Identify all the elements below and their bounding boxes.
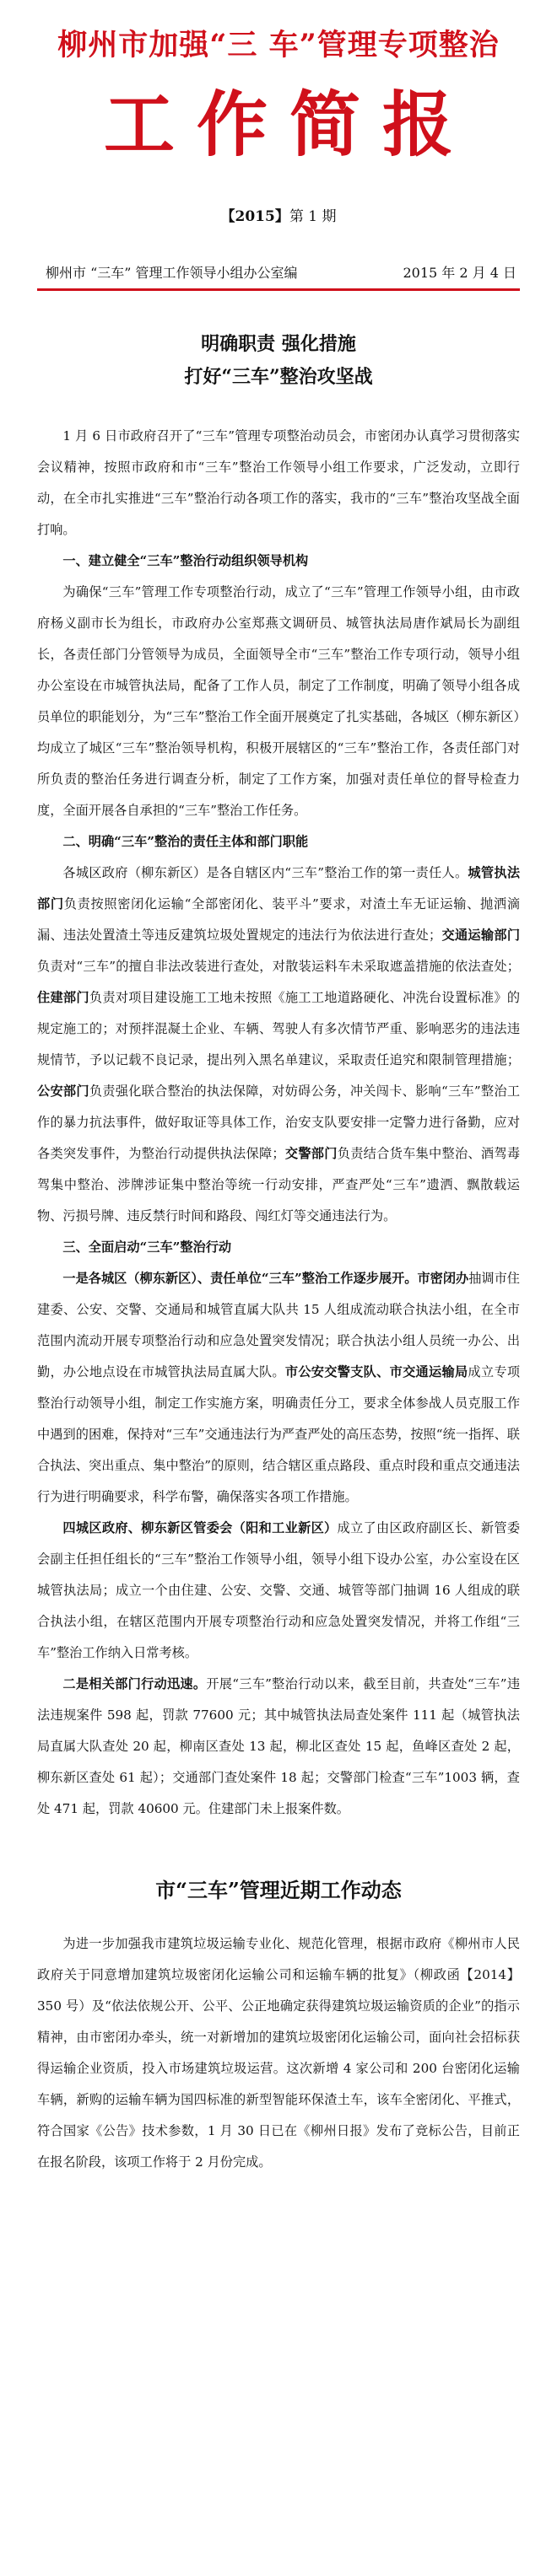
publisher-row (37, 262, 520, 291)
masthead-title: 工作简报 (103, 83, 475, 166)
section-heading: 二、明确“三车”整治的责任主体和部门职能 (62, 834, 309, 849)
news-section-title: 市“三车”管理近期工作动态 (155, 1878, 402, 1902)
paragraph (37, 858, 520, 1232)
bold-run: 一是各城区（柳东新区）、责任单位“三车”整治工作逐步展开。市密闭办 (62, 1271, 469, 1286)
text-run: 各城区政府（柳东新区）是各自辖区内“三车”整治工作的第一责任人。 (62, 865, 468, 880)
article-title-line1: 明确职责 强化措施 (201, 333, 356, 355)
masthead-subtitle: 柳州市加强“三 车”管理专项整治 (57, 28, 500, 62)
text-run: 成立专项整治行动领导小组，制定工作实施方案，明确责任分工，要求全体参战人员克服工作中遇到的困难，保持对“三车”交通违法行为严查严处的高压态势，按照“统一指挥、联合执法、突出重点、集中整治”的原则，结合辖区重点路段、重点时段和重点交通违法行为进行明确要求，科学布警，确保落实各项工作措施。 (37, 1364, 521, 1504)
paragraph (37, 1513, 520, 1669)
text-run: 负责对项目建设施工工地未按照《施工工地道路硬化、冲洗台设置标准》的规定施工的；对预拌混凝土企业、车辆、驾驶人有多次情节严重、影响恶劣的违法违规情节，予以记载不良记录，提出列入黑名单建议，采取责任追究和限制管理措施； (37, 990, 521, 1068)
text-run: 负责结合货车集中整治、酒驾毒驾集中整治、涉牌涉证集中整治等统一行动安排，严查严处“三车”遗洒、飘散载运物、污损号牌、违反禁行时间和路段、闯红灯等交通违法行为。 (37, 1146, 521, 1223)
dept-label: 公安部门 (37, 1084, 89, 1099)
bold-run: 市公安交警支队、市交通运输局 (284, 1364, 468, 1379)
article-body (37, 421, 520, 1825)
news-body (37, 1928, 520, 2178)
paragraph (37, 1669, 520, 1825)
bold-run: 二是相关部门行动迅速。 (62, 1676, 207, 1691)
text-run: 负责按照密闭化运输“全部密闭化、装平斗”要求，对渣土车无证运输、抛洒滴漏、违法处置渣土等违反建筑垃圾处置规定的违法行为依法进行查处； (37, 896, 521, 943)
text-run: 抽调市住建委、公安、交警、交通局和城管直属大队共 15 人组成流动联合执法小组，在全市范围内流动开展专项整治行动和应急处置突发情况；联合执法小组人员统一办公、出勤，办公地点设在市城管执法局直属大队。 (37, 1271, 520, 1379)
article-title-line2: 打好“三车”整治攻坚战 (184, 366, 373, 388)
text-run: 成立了由区政府副区长、新管委会副主任担任组长的“三车”整治工作领导小组，领导小组下设办公室，办公室设在区城管执法局；成立一个由住建、公安、交警、交通、城管等部门抽调 16 人组成的联合执法小组，在辖区范围内开展专项整治行动和应急处置突发情况，并将工作组“三车”整治工作纳入日常考核。 (37, 1520, 521, 1660)
paragraph: 为进一步加强我市建筑垃圾运输专业化、规范化管理，根据市政府《柳州市人民政府关于同意增加建筑垃圾密闭化运输公司和运输车辆的批复》（柳政函【2014】350 号）及“依法依规公开、公平、公正地确定获得建筑垃圾运输资质的企业”的指示精神，由市密闭办牵头，统一对新增加的建筑垃圾密闭化运输公司，面向社会招标获得运输企业资质，投入市场建筑垃圾运营。这次新增 4 家公司和 200 台密闭化运输车辆，新购的运输车辆为国四标准的新型智能环保渣土车，该车全密闭化、平推式，符合国家《公告》技术参数，1 月 30 日已在《柳州日报》发布了竞标公告，目前正在报名阶段，该项工作将于 2 月份完成。 (37, 1936, 520, 2170)
paragraph: 1 月 6 日市政府召开了“三车”管理专项整治动员会，市密闭办认真学习贯彻落实会议精神，按照市政府和市“三车”整治工作领导小组工作要求，广泛发动，立即行动，在全市扎实推进“三车”整治行动各项工作的落实，我市的“三车”整治攻坚战全面打响。 (37, 428, 520, 537)
dept-label: 交通运输部门 (441, 928, 521, 943)
paragraph (37, 1263, 520, 1513)
issue-number (37, 204, 520, 225)
issue-year: 【2015】 (220, 208, 289, 225)
text-run: 负责对“三车”的擅自非法改装进行查处，对散装运料车未采取遮盖措施的依法查处； (37, 959, 520, 974)
dept-label: 住建部门 (37, 990, 89, 1005)
text-run: 开展“三车”整治行动以来，截至目前，共查处“三车”违法违规案件 598 起，罚款 77600 元；其中城管执法局查处案件 111 起（城管执法局直属大队查处 20 起，柳南区查处 13 起，柳北区查处 15 起，鱼峰区查处 2 起，柳东新区查处 61 起）；交通部门查处案件 18 起；交警部门检查“三车”1003 辆，查处 471 起，罚款 40600 元。住建部门未上报案件数。 (37, 1676, 521, 1816)
issue-no: 第 1 期 (289, 208, 337, 225)
publisher: 柳州市 “三车” 管理工作领导小组办公室编 (46, 265, 298, 281)
bold-run: 四城区政府、柳东新区管委会（阳和工业新区） (62, 1520, 338, 1535)
section-heading: 一、建立健全“三车”整治行动组织领导机构 (62, 553, 309, 568)
publish-date: 2015 年 2 月 4 日 (403, 265, 516, 281)
section-heading: 三、全面启动“三车”整治行动 (62, 1240, 232, 1255)
paragraph: 为确保“三车”管理工作专项整治行动，成立了“三车”管理工作领导小组，由市政府杨义副市长为组长，市政府办公室郑燕文调研员、城管执法局唐作斌局长为副组长，各责任部门分管领导为成员，全面领导全市“三车”整治工作专项行动，领导小组办公室设在市城管执法局，配备了工作人员，制定了工作制度，明确了领导小组各成员单位的职能划分，为“三车”整治工作全面开展奠定了扎实基础，各城区（柳东新区）均成立了城区“三车”整治领导机构，积极开展辖区的“三车”整治工作，各责任部门对所负责的整治任务进行调查分析，制定了工作方案，加强对责任单位的督导检查力度，全面开展各自承担的“三车”整治工作任务。 (37, 584, 520, 818)
text-run: 负责强化联合整治的执法保障，对妨碍公务，冲关闯卡、影响“三车”整治工作的暴力抗法事件，做好取证等具体工作，治安支队要安排一定警力进行备勤，应对各类突发事件，为整治行动提供执法保障； (37, 1084, 521, 1161)
dept-label: 城管执法部门 (37, 865, 521, 912)
dept-label: 交警部门 (284, 1146, 338, 1161)
